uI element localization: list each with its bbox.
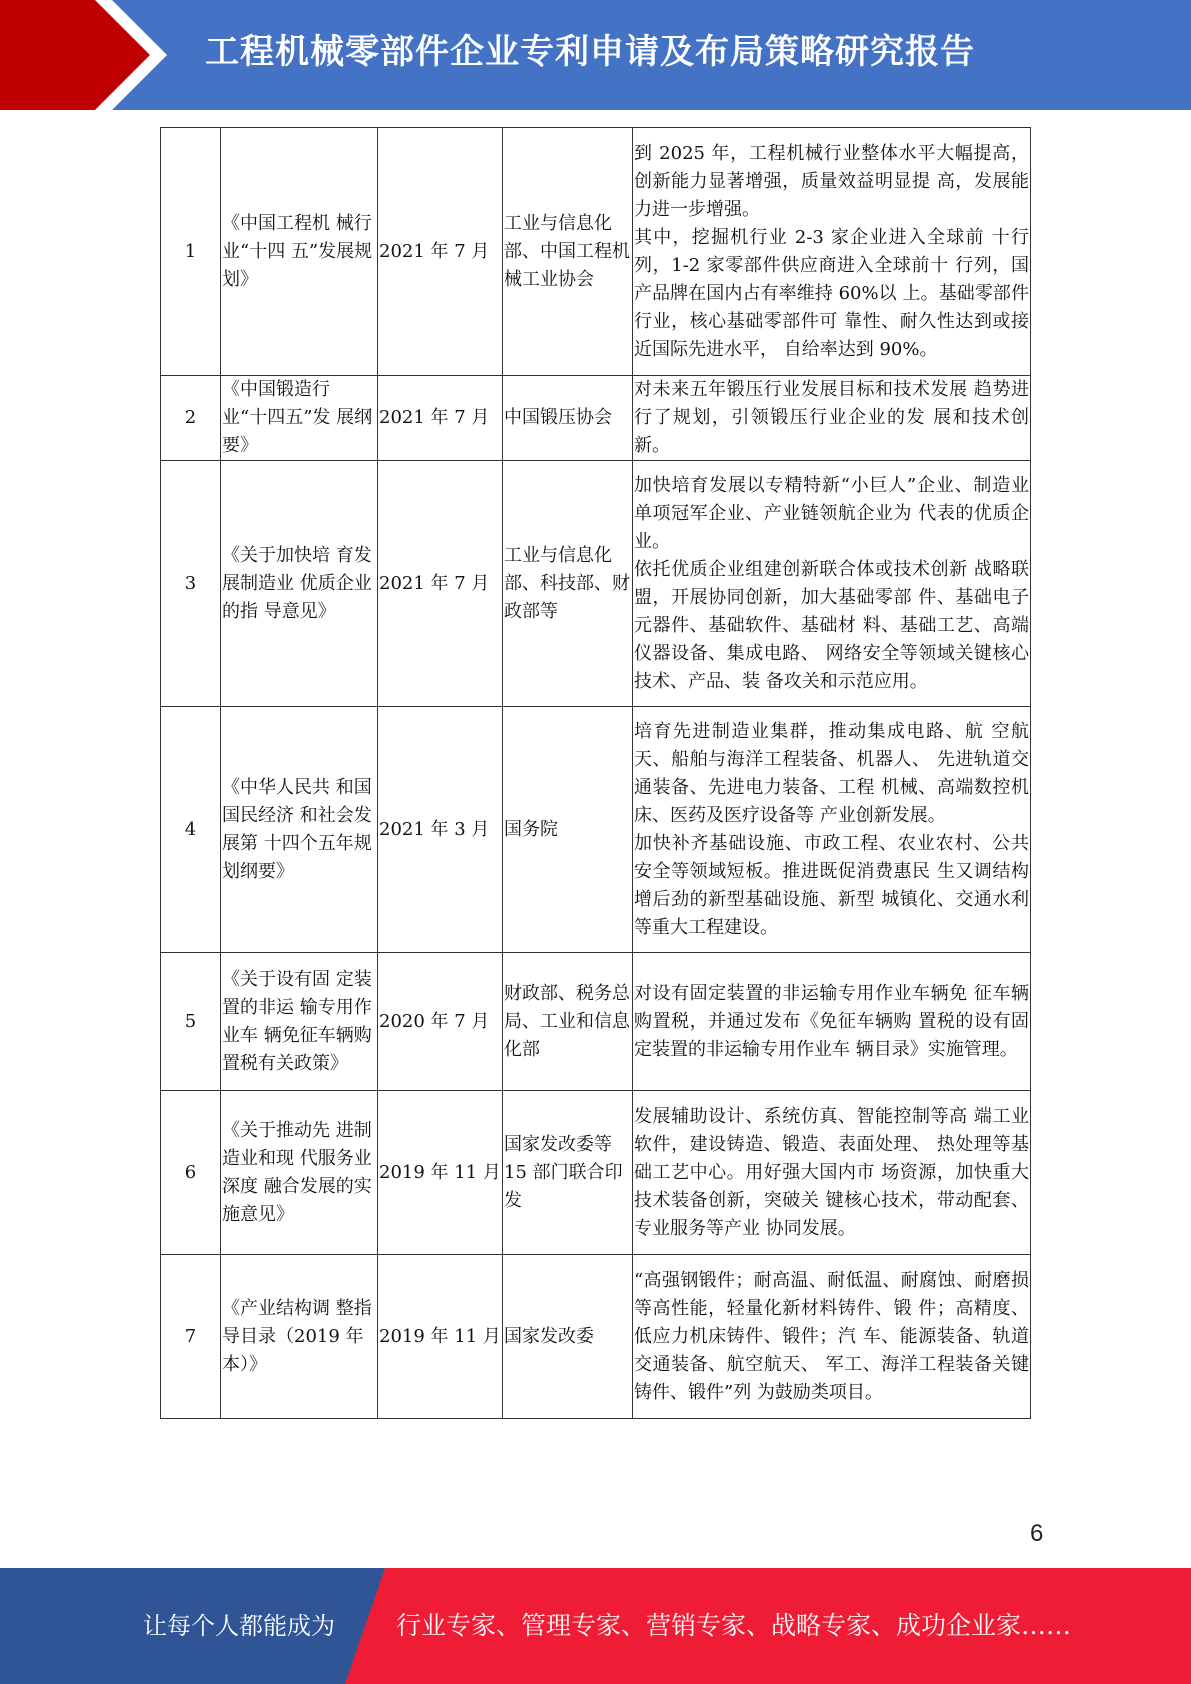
table-row	[161, 1091, 1031, 1255]
report-footer	[0, 1568, 1191, 1684]
content-paragraph: 发展辅助设计、系统仿真、智能控制等高 端工业软件，建设铸造、锻造、表面处理、 热处理等基础工艺中心。用好强大国内市 场资源，加快重大技术装备创新，突破关 键核心技术，带动配套、专业服务等产业 协同发展。	[634, 1105, 1029, 1239]
policy-name: 《关于设有固 定装置的非运 输专用作业车 辆免征车辆购 置税有关政策》	[221, 953, 378, 1091]
policy-name: 《产业结构调 整指导目录（2019 年本）》	[221, 1255, 378, 1419]
release-date: 2021 年 7 月	[378, 128, 503, 376]
release-date: 2019 年 11 月	[378, 1091, 503, 1255]
policy-content	[633, 376, 1031, 461]
content-paragraph: 对未来五年锻压行业发展目标和技术发展 趋势进行了规划，引领锻压行业企业的发 展和技术创新。	[634, 379, 1029, 456]
content-paragraph: 到 2025 年，工程机械行业整体水平大幅提高，创新能力显著增强，质量效益明显提 高，发展能力进一步增强。	[634, 142, 1030, 220]
table-row	[161, 128, 1031, 376]
policy-content	[633, 128, 1031, 376]
table-row	[161, 953, 1031, 1091]
issuing-agency: 工业与信息化部、科技部、财政部等	[503, 461, 633, 707]
content-paragraph: “高强钢锻件；耐高温、耐低温、耐腐蚀、耐磨损等高性能，轻量化新材料铸件、锻 件；高精度、低应力机床铸件、锻件；汽 车、能源装备、轨道交通装备、航空航天、 军工、海洋工程装备关键铸件、锻件”列 为鼓励类项目。	[634, 1269, 1029, 1403]
footer-slogan-left: 让每个人都能成为	[143, 1612, 335, 1640]
policy-name: 《中国工程机 械行业“十四 五”发展规划》	[221, 128, 378, 376]
table-row	[161, 1255, 1031, 1419]
row-number: 7	[161, 1255, 221, 1419]
row-number: 4	[161, 707, 221, 953]
release-date: 2019 年 11 月	[378, 1255, 503, 1419]
content-paragraph: 其中，挖掘机行业 2-3 家企业进入全球前 十行列，1-2 家零部件供应商进入全球前十 行列，国产品牌在国内占有率维持 60%以 上。基础零部件行业，核心基础零部件可 靠性、耐久性达到或接近国际先进水平， 自给率达到 90%。	[634, 226, 1029, 360]
issuing-agency: 国务院	[503, 707, 633, 953]
row-number: 5	[161, 953, 221, 1091]
table-row	[161, 376, 1031, 461]
policy-name: 《中华人民共 和国国民经济 和社会发展第 十四个五年规 划纲要》	[221, 707, 378, 953]
content-paragraph: 培育先进制造业集群，推动集成电路、航 空航天、船舶与海洋工程装备、机器人、 先进轨道交通装备、先进电力装备、工程 机械、高端数控机床、医药及医疗设备等 产业创新发展。	[634, 720, 1029, 826]
content-paragraph: 依托优质企业组建创新联合体或技术创新 战略联盟，开展协同创新，加大基础零部 件、基础电子元器件、基础软件、基础材 料、基础工艺、高端仪器设备、集成电路、 网络安全等领域关键核心技术、产品、装 备攻关和示范应用。	[634, 558, 1029, 692]
content-paragraph: 加快培育发展以专精特新“小巨人”企业、制造业单项冠军企业、产业链领航企业为 代表的优质企业。	[634, 474, 1029, 552]
table-row	[161, 461, 1031, 707]
issuing-agency: 工业与信息化部、中国工程机械工业协会	[503, 128, 633, 376]
row-number: 2	[161, 376, 221, 461]
release-date: 2021 年 3 月	[378, 707, 503, 953]
issuing-agency: 国家发改委	[503, 1255, 633, 1419]
policy-table	[160, 127, 1031, 1419]
issuing-agency: 国家发改委等 15 部门联合印发	[503, 1091, 633, 1255]
policy-name: 《中国锻造行 业“十四五”发 展纲要》	[221, 376, 378, 461]
release-date: 2020 年 7 月	[378, 953, 503, 1091]
policy-name: 《关于加快培 育发展制造业 优质企业的指 导意见》	[221, 461, 378, 707]
content-paragraph: 对设有固定装置的非运输专用作业车辆免 征车辆购置税，并通过发布《免征车辆购 置税的设有固定装置的非运输专用作业车 辆目录》实施管理。	[634, 982, 1029, 1060]
policy-content	[633, 1091, 1031, 1255]
report-title: 工程机械零部件企业专利申请及布局策略研究报告	[205, 32, 975, 72]
policy-name: 《关于推动先 进制造业和现 代服务业深度 融合发展的实 施意见》	[221, 1091, 378, 1255]
release-date: 2021 年 7 月	[378, 461, 503, 707]
policy-content	[633, 953, 1031, 1091]
row-number: 3	[161, 461, 221, 707]
page-number: 6	[1030, 1520, 1044, 1547]
table-row	[161, 707, 1031, 953]
row-number: 1	[161, 128, 221, 376]
footer-slogan-right: 行业专家、管理专家、营销专家、战略专家、成功企业家……	[396, 1611, 1072, 1640]
issuing-agency: 财政部、税务总局、工业和信息化部	[503, 953, 633, 1091]
report-header	[0, 0, 1191, 110]
release-date: 2021 年 7 月	[378, 376, 503, 461]
issuing-agency: 中国锻压协会	[503, 376, 633, 461]
row-number: 6	[161, 1091, 221, 1255]
policy-content	[633, 707, 1031, 953]
policy-content	[633, 461, 1031, 707]
content-paragraph: 加快补齐基础设施、市政工程、农业农村、公共安全等领域短板。推进既促消费惠民 生又调结构增后劲的新型基础设施、新型 城镇化、交通水利等重大工程建设。	[634, 832, 1029, 938]
policy-content	[633, 1255, 1031, 1419]
